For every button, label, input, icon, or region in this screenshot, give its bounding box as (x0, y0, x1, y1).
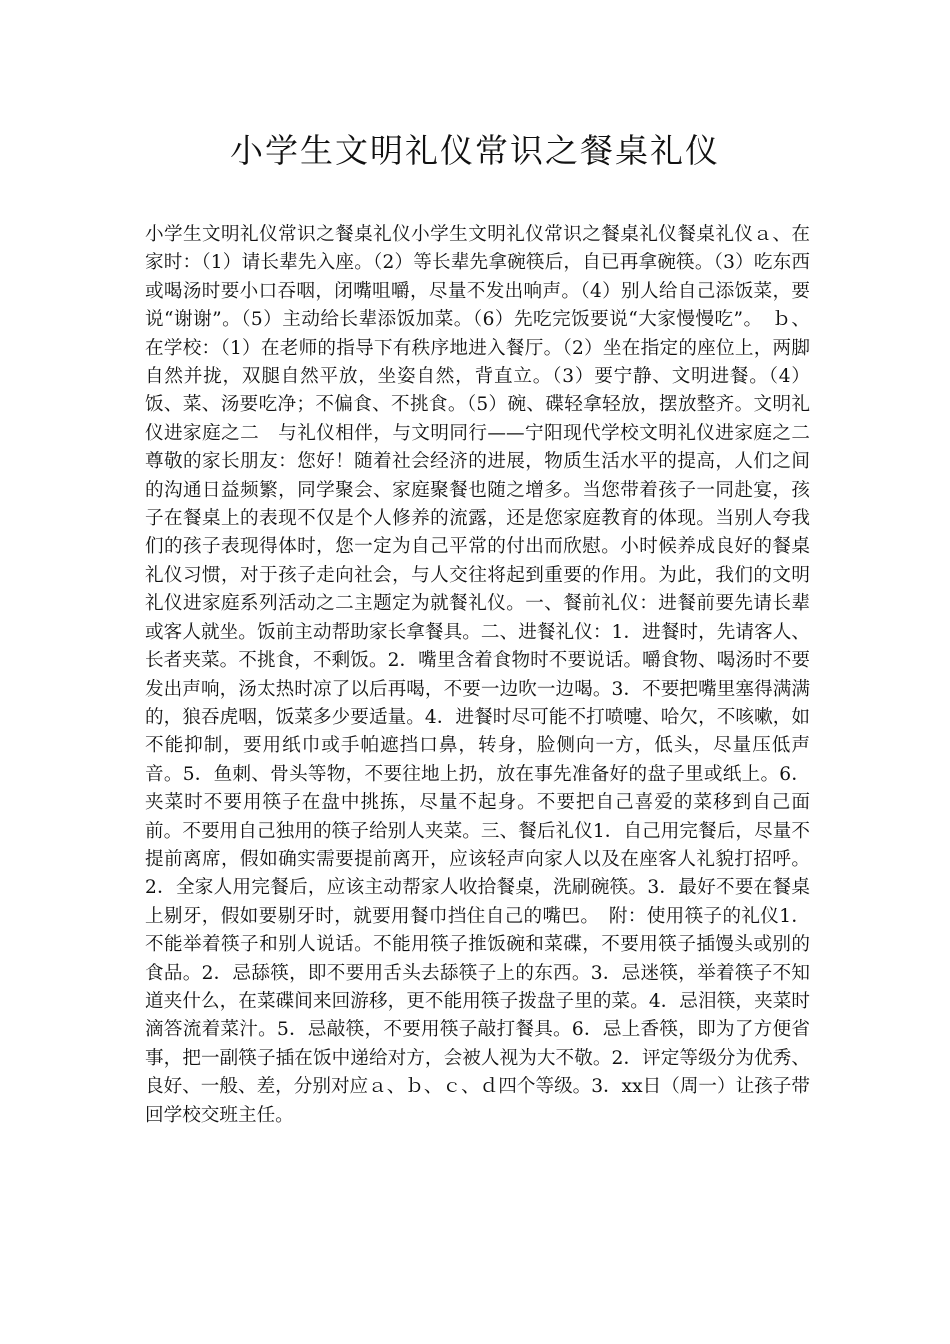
document-body: 小学生文明礼仪常识之餐桌礼仪小学生文明礼仪常识之餐桌礼仪餐桌礼仪ａ、在家时：（1）请长辈先入座。（2）等长辈先拿碗筷后，自已再拿碗筷。（3）吃东西或喝汤时要小口吞咽，闭嘴咀嚼，尽量不发出响声。（4）别人给自己添饭菜，要说“谢谢”。（5）主动给长辈添饭加菜。（6）先吃完饭要说“大家慢慢吃”。 ｂ、在学校：（1）在老师的指导下有秩序地进入餐厅。（2）坐在指定的座位上，两脚自然并拢，双腿自然平放，坐姿自然，背直立。（3）要宁静、文明进餐。（4）饭、菜、汤要吃净；不偏食、不挑食。（5）碗、碟轻拿轻放，摆放整齐。文明礼仪进家庭之二 与礼仪相伴，与文明同行——宁阳现代学校文明礼仪进家庭之二尊敬的家长朋友：您好！随着社会经济的进展，物质生活水平的提高，人们之间的沟通日益频繁，同学聚会、家庭聚餐也随之增多。当您带着孩子一同赴宴，孩子在餐桌上的表现不仅是个人修养的流露，还是您家庭教育的体现。当别人夸我们的孩子表现得体时，您一定为自己平常的付出而欣慰。小时候养成良好的餐桌礼仪习惯，对于孩子走向社会，与人交往将起到重要的作用。为此，我们的文明礼仪进家庭系列活动之二主题定为就餐礼仪。一、餐前礼仪：进餐前要先请长辈或客人就坐。饭前主动帮助家长拿餐具。二、进餐礼仪：1．进餐时，先请客人、长者夹菜。不挑食，不剩饭。2．嘴里含着食物时不要说话。嚼食物、喝汤时不要发出声响，汤太热时凉了以后再喝，不要一边吹一边喝。3．不要把嘴里塞得满满的，狼吞虎咽，饭菜多少要适量。4．进餐时尽可能不打喷嚏、哈欠，不咳嗽，如不能抑制，要用纸巾或手帕遮挡口鼻，转身，脸侧向一方，低头，尽量压低声音。5．鱼刺、骨头等物，不要往地上扔，放在事先准备好的盘子里或纸上。6．夹菜时不要用筷子在盘中挑拣，尽量不起身。不要把自己喜爱的菜移到自己面前。不要用自己独用的筷子给别人夹菜。三、餐后礼仪1．自己用完餐后，尽量不提前离席，假如确实需要提前离开，应该轻声向家人以及在座客人礼貌打招呼。2．全家人用完餐后，应该主动帮家人收拾餐桌，洗刷碗筷。3．最好不要在餐桌上剔牙，假如要剔牙时，就要用餐巾挡住自己的嘴巴。 附：使用筷子的礼仪1．不能举着筷子和别人说话。不能用筷子推饭碗和菜碟，不要用筷子插馒头或别的食品。2．忌舔筷，即不要用舌头去舔筷子上的东西。3．忌迷筷，举着筷子不知道夹什么，在菜碟间来回游移，更不能用筷子拨盘子里的菜。4．忌泪筷，夹菜时滴答流着菜汁。5．忌敲筷，不要用筷子敲打餐具。6．忌上香筷，即为了方便省事，把一副筷子插在饭中递给对方，会被人视为大不敬。2．评定等级分为优秀、良好、一般、差，分别对应ａ、ｂ、ｃ、ｄ四个等级。3．xx日（周一）让孩子带回学校交班主任。 (145, 224, 810, 1126)
document-title: 小学生文明礼仪常识之餐桌礼仪 (230, 131, 720, 170)
